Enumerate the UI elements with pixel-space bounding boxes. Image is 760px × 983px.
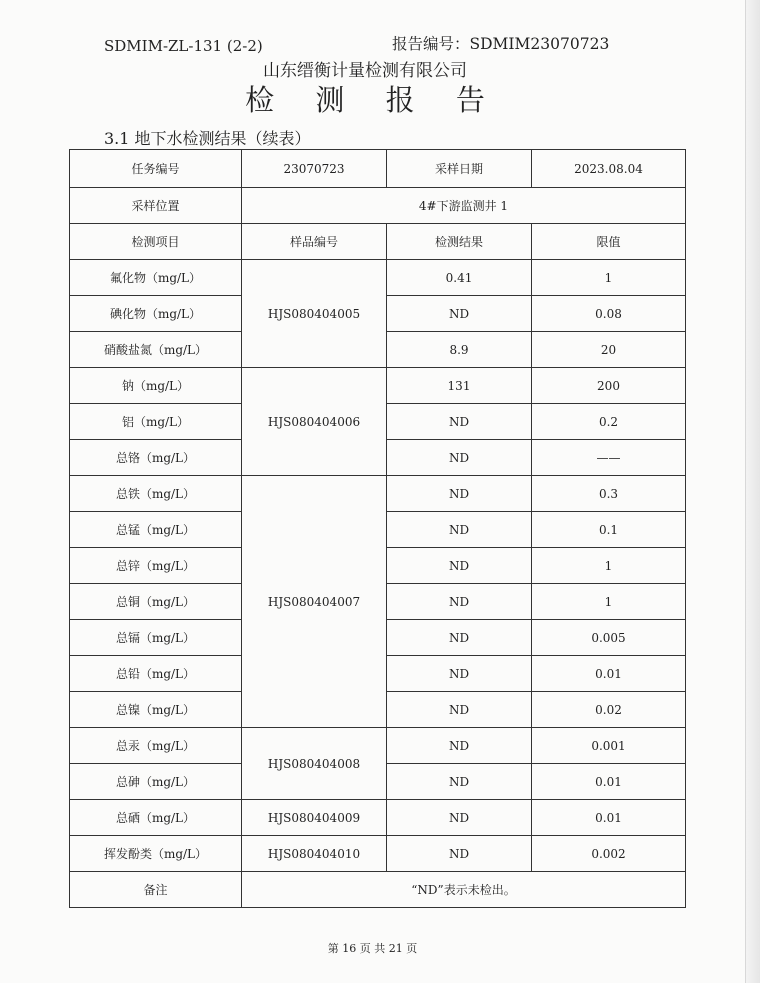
item-cell: 总镍（mg/L） <box>70 692 242 728</box>
remark-label: 备注 <box>70 872 242 908</box>
limit-cell: 0.08 <box>532 296 686 332</box>
limit-cell: 0.2 <box>532 404 686 440</box>
item-cell: 总铜（mg/L） <box>70 584 242 620</box>
limit-cell: 0.005 <box>532 620 686 656</box>
item-cell: 总铅（mg/L） <box>70 656 242 692</box>
result-cell: ND <box>387 692 532 728</box>
item-cell: 硝酸盐氮（mg/L） <box>70 332 242 368</box>
limit-cell: 0.1 <box>532 512 686 548</box>
limit-cell: 0.01 <box>532 800 686 836</box>
result-cell: ND <box>387 800 532 836</box>
table-row <box>70 368 686 404</box>
result-cell: ND <box>387 404 532 440</box>
location-value: 4#下游监测井 1 <box>242 188 686 224</box>
column-header: 检测结果 <box>387 224 532 260</box>
result-cell: ND <box>387 836 532 872</box>
table-row <box>70 150 686 188</box>
result-cell: ND <box>387 296 532 332</box>
remark-text: “ND”表示未检出。 <box>242 872 686 908</box>
limit-cell: 20 <box>532 332 686 368</box>
item-cell: 总锰（mg/L） <box>70 512 242 548</box>
item-cell: 挥发酚类（mg/L） <box>70 836 242 872</box>
company-name: 山东缙衡计量检测有限公司 <box>263 61 467 81</box>
sample-date-label: 采样日期 <box>387 150 532 188</box>
limit-cell: 0.01 <box>532 764 686 800</box>
result-cell: ND <box>387 620 532 656</box>
result-cell: ND <box>387 728 532 764</box>
location-label: 采样位置 <box>70 188 242 224</box>
sample-id-cell: HJS080404005 <box>242 260 387 368</box>
item-cell: 总镉（mg/L） <box>70 620 242 656</box>
item-cell: 碘化物（mg/L） <box>70 296 242 332</box>
remark-row <box>70 872 686 908</box>
limit-cell: —— <box>532 440 686 476</box>
table-row <box>70 476 686 512</box>
item-cell: 总硒（mg/L） <box>70 800 242 836</box>
task-no-value: 23070723 <box>242 150 387 188</box>
sample-id-cell: HJS080404007 <box>242 476 387 728</box>
limit-cell: 0.01 <box>532 656 686 692</box>
result-cell: ND <box>387 764 532 800</box>
sample-date-value: 2023.08.04 <box>532 150 686 188</box>
limit-cell: 0.02 <box>532 692 686 728</box>
item-cell: 钠（mg/L） <box>70 368 242 404</box>
item-cell: 氟化物（mg/L） <box>70 260 242 296</box>
sample-id-cell: HJS080404009 <box>242 800 387 836</box>
result-cell: ND <box>387 476 532 512</box>
column-header: 检测项目 <box>70 224 242 260</box>
item-cell: 总汞（mg/L） <box>70 728 242 764</box>
report-number: 报告编号：SDMIM23070723 <box>392 35 610 53</box>
result-cell: 131 <box>387 368 532 404</box>
sample-id-cell: HJS080404010 <box>242 836 387 872</box>
table-row <box>70 728 686 764</box>
result-cell: ND <box>387 548 532 584</box>
result-cell: 0.41 <box>387 260 532 296</box>
table-row <box>70 836 686 872</box>
result-cell: 8.9 <box>387 332 532 368</box>
limit-cell: 0.3 <box>532 476 686 512</box>
item-cell: 总砷（mg/L） <box>70 764 242 800</box>
item-cell: 总铁（mg/L） <box>70 476 242 512</box>
limit-cell: 1 <box>532 548 686 584</box>
table-row <box>70 188 686 224</box>
table-row <box>70 800 686 836</box>
item-cell: 铝（mg/L） <box>70 404 242 440</box>
report-title: 检 测 报 告 <box>245 83 501 117</box>
limit-cell: 1 <box>532 260 686 296</box>
results-table <box>69 149 686 908</box>
result-cell: ND <box>387 584 532 620</box>
table-header-row <box>70 224 686 260</box>
limit-cell: 200 <box>532 368 686 404</box>
task-no-label: 任务编号 <box>70 150 242 188</box>
result-cell: ND <box>387 656 532 692</box>
page-edge <box>745 0 760 983</box>
sample-id-cell: HJS080404006 <box>242 368 387 476</box>
document-code: SDMIM-ZL-131 (2-2) <box>104 37 263 55</box>
column-header: 样品编号 <box>242 224 387 260</box>
result-cell: ND <box>387 512 532 548</box>
result-cell: ND <box>387 440 532 476</box>
sample-id-cell: HJS080404008 <box>242 728 387 800</box>
page-number: 第 16 页 共 21 页 <box>327 942 418 955</box>
item-cell: 总铬（mg/L） <box>70 440 242 476</box>
limit-cell: 0.001 <box>532 728 686 764</box>
table-row <box>70 260 686 296</box>
section-title: 3.1 地下水检测结果（续表） <box>104 129 311 148</box>
item-cell: 总锌（mg/L） <box>70 548 242 584</box>
limit-cell: 0.002 <box>532 836 686 872</box>
limit-cell: 1 <box>532 584 686 620</box>
column-header: 限值 <box>532 224 686 260</box>
